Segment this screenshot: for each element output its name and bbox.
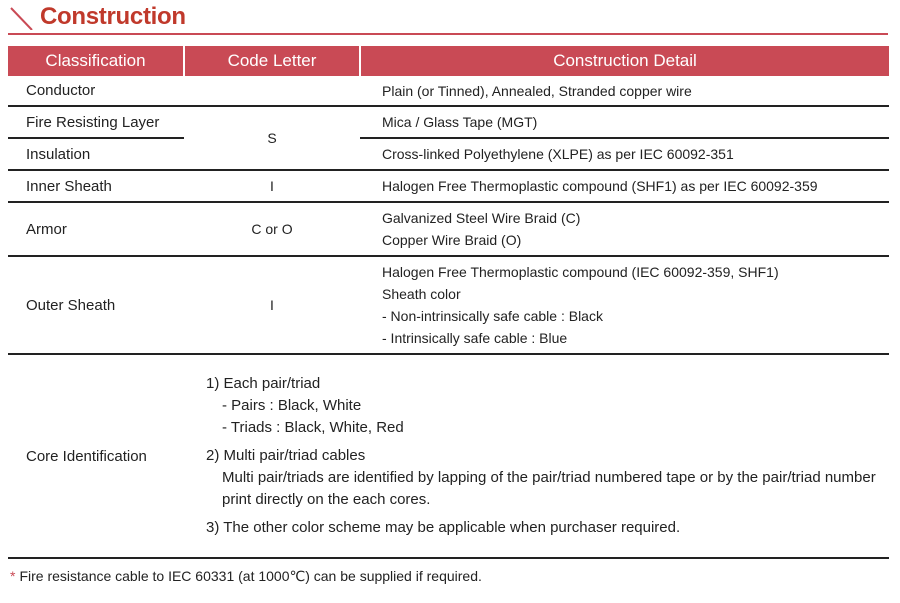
code-cell <box>184 76 360 106</box>
detail-line: Sheath color <box>382 286 461 302</box>
core-identification-detail <box>184 354 889 558</box>
header-row <box>8 46 889 76</box>
classification-cell: Outer Sheath <box>8 256 184 354</box>
classification-cell: Conductor <box>8 76 184 106</box>
classification-cell: Fire Resisting Layer <box>8 106 184 138</box>
detail-cell <box>360 76 889 106</box>
detail-line: Halogen Free Thermoplastic compound (SHF1) as per IEC 60092-359 <box>382 178 818 194</box>
diagonal-slash-icon <box>10 6 34 30</box>
table-row <box>8 170 889 202</box>
table-row <box>8 76 889 106</box>
footnote-text: Fire resistance cable to IEC 60331 (at 1000℃) can be supplied if required. <box>19 568 482 584</box>
classification-cell: Armor <box>8 202 184 256</box>
detail-cell <box>360 106 889 138</box>
heading-rule <box>8 33 888 35</box>
header-code-letter: Code Letter <box>184 46 360 76</box>
core-item-sub: Multi pair/triads are identified by lapping of the pair/triad numbered tape or by the pair/triad number <box>222 469 876 486</box>
table-row <box>8 106 889 138</box>
classification-cell: Inner Sheath <box>8 170 184 202</box>
core-item-sub: - Triads : Black, White, Red <box>222 419 404 436</box>
code-cell: C or O <box>184 202 360 256</box>
table-row <box>8 256 889 354</box>
table-row <box>8 138 889 170</box>
header-construction-detail: Construction Detail <box>360 46 889 76</box>
detail-line: Cross-linked Polyethylene (XLPE) as per IEC 60092-351 <box>382 146 734 162</box>
core-item-title: 2) Multi pair/triad cables <box>206 447 366 464</box>
detail-line: Halogen Free Thermoplastic compound (IEC 60092-359, SHF1) <box>382 264 779 280</box>
classification-cell: Core Identification <box>8 354 184 558</box>
code-cell: I <box>184 170 360 202</box>
detail-line: - Intrinsically safe cable : Blue <box>382 330 568 346</box>
section-title: Construction <box>40 3 186 30</box>
detail-line: - Non-intrinsically safe cable : Black <box>382 308 603 324</box>
detail-line: Plain (or Tinned), Annealed, Stranded copper wire <box>382 82 692 99</box>
detail-cell <box>360 170 889 202</box>
detail-line: Galvanized Steel Wire Braid (C) <box>382 210 581 226</box>
core-item-sub: - Pairs : Black, White <box>222 397 362 414</box>
detail-cell <box>360 256 889 354</box>
detail-cell <box>360 138 889 170</box>
core-item-sub: print directly on the each cores. <box>222 491 431 508</box>
detail-line: Mica / Glass Tape (MGT) <box>382 114 538 130</box>
footnote <box>10 568 482 585</box>
section-heading <box>8 2 890 34</box>
code-cell: I <box>184 256 360 354</box>
core-item-title: 3) The other color scheme may be applicable when purchaser required. <box>206 519 681 536</box>
header-classification: Classification <box>8 46 184 76</box>
asterisk-mark: * <box>10 568 16 584</box>
code-cell: S <box>184 106 360 170</box>
core-item-title: 1) Each pair/triad <box>206 375 321 392</box>
detail-cell <box>360 202 889 256</box>
table-row <box>8 202 889 256</box>
core-identification-row <box>8 354 889 558</box>
classification-cell: Insulation <box>8 138 184 170</box>
detail-line: Copper Wire Braid (O) <box>382 232 522 248</box>
construction-table <box>8 46 889 559</box>
